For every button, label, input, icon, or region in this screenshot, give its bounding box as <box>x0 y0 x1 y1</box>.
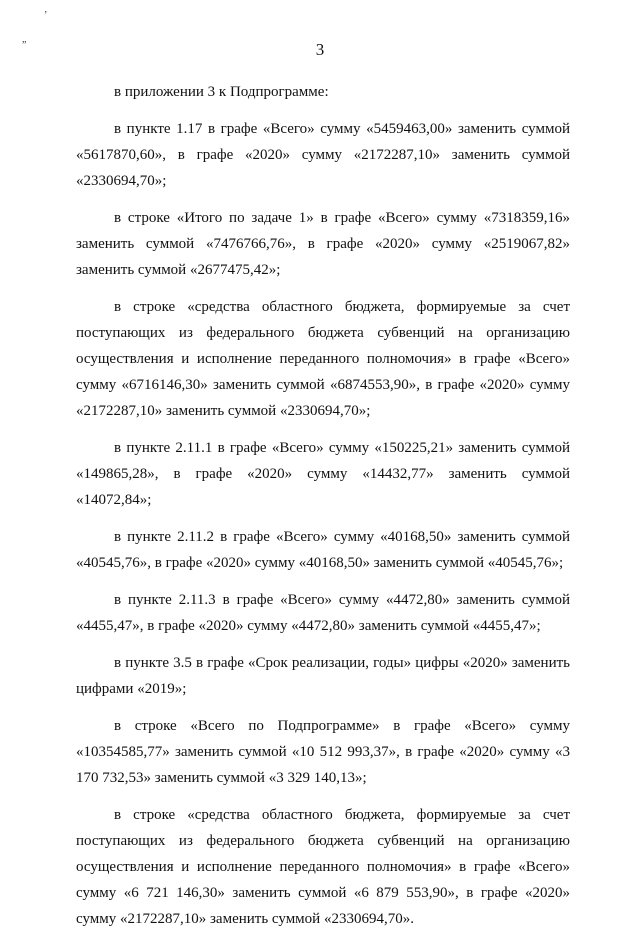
paragraph-item-2-11-2: в пункте 2.11.2 в графе «Всего» сумму «40168,50» заменить суммой «40545,76», в графе «2020» сумму «40168,50» заменить суммой «40545,76»; <box>76 529 570 571</box>
paragraph-item-3-5: в пункте 3.5 в графе «Срок реализации, годы» цифры «2020» заменить цифрами «2019»; <box>76 655 570 697</box>
paragraph-intro: в приложении 3 к Подпрограмме: <box>114 84 329 100</box>
document-body <box>76 79 570 943</box>
paragraph-total-task-1: в строке «Итого по задаче 1» в графе «Всего» сумму «7318359,16» заменить суммой «7476766,76», в графе «2020» сумму «2519067,82» заменить суммой «2677475,42»; <box>76 210 570 278</box>
paragraph-regional-budget-2: в строке «средства областного бюджета, формируемые за счет поступающих из федерального бюджета субвенций на организацию осуществления и исполнение переданного полномочия» в графе «Всего» сумму «6 721 146,30» заменить суммой «6 879 553,90», в графе «2020» сумму «2172287,10» заменить суммой «2330694,70». <box>76 807 570 927</box>
paragraph-item-1-17: в пункте 1.17 в графе «Всего» сумму «5459463,00» заменить суммой «5617870,60», в графе «2020» сумму «2172287,10» заменить суммой «2330694,70»; <box>76 121 570 189</box>
paragraph-item-2-11-3: в пункте 2.11.3 в графе «Всего» сумму «4472,80» заменить суммой «4455,47», в графе «2020» сумму «4472,80» заменить суммой «4455,47»; <box>76 592 570 634</box>
paragraph-item-2-11-1: в пункте 2.11.1 в графе «Всего» сумму «150225,21» заменить суммой «149865,28», в графе «2020» сумму «14432,77» заменить суммой «14072,84»; <box>76 440 570 508</box>
scan-speck: „ <box>22 34 27 45</box>
scan-speck: ’ <box>44 10 48 21</box>
paragraph-regional-budget-1: в строке «средства областного бюджета, формируемые за счет поступающих из федерального бюджета субвенций на организацию осуществления и исполнение переданного полномочия» в графе «Всего» сумму «6716146,30» заменить суммой «6874553,90», в графе «2020» сумму «2172287,10» заменить суммой «2330694,70»; <box>76 299 570 419</box>
paragraph-total-subprogram: в строке «Всего по Подпрограмме» в графе «Всего» сумму «10354585,77» заменить суммой «10 512 993,37», в графе «2020» сумму «3 170 732,53» заменить суммой «3 329 140,13»; <box>76 718 570 786</box>
page-number: 3 <box>315 40 325 59</box>
